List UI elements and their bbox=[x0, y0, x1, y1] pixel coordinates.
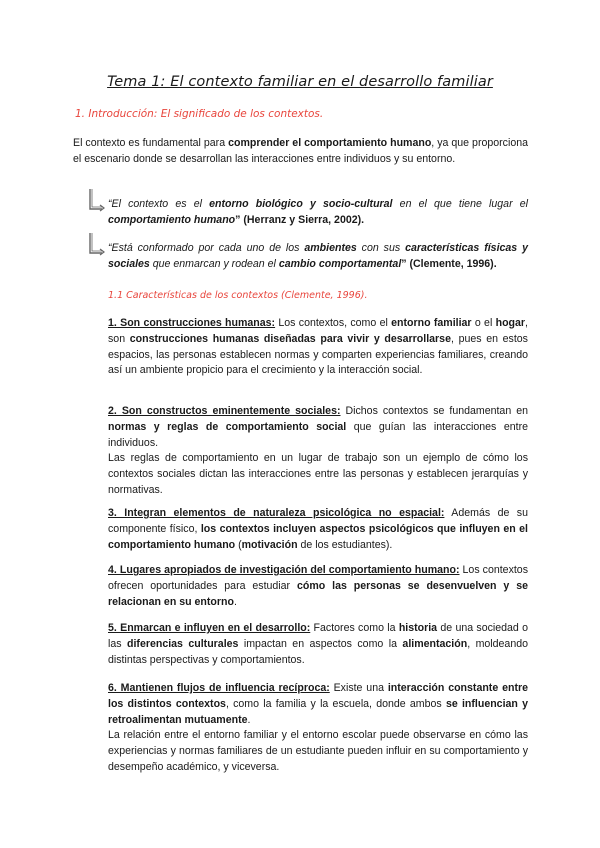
characteristic-item-5: 5. Enmarcan e influyen en el desarrollo: Factores como la historia de una sociedad o las diferencias culturales impactan en aspectos como la alimentación, moldeando distintas perspectivas y comportamientos. bbox=[108, 622, 529, 666]
characteristic-item-1: 1. Son construcciones humanas: Los contextos, como el entorno familiar o el hogar, son construcciones humanas diseñadas para vivir y desarrollarse, pues en estos espacios, las personas establecen normas y comparten experiencias familiares, creando así un ambiente propicio para el crecimiento y la interacción social. bbox=[108, 317, 528, 377]
quote-block-1 bbox=[88, 188, 528, 224]
characteristic-item-2: 2. Son constructos eminentemente sociales: Dichos contextos se fundamentan en normas y reglas de comportamiento social que guían las interacciones entre individuos. Las reglas de comportamiento en un lugar de trabajo son un ejemplo de cómo los contextos sociales dictan las interacciones entre las personas y establecen jerarquías y normativas. bbox=[108, 405, 528, 496]
characteristic-item-3: 3. Integran elementos de naturaleza psicológica no espacial: Además de su componente físico, los contextos incluyen aspectos psicológicos que influyen en el comportamiento humano (motivación de los estudiantes). bbox=[108, 507, 528, 551]
characteristic-item-6: 6. Mantienen flujos de influencia recíproca: Existe una interacción constante entre los distintos contextos, como la familia y la escuela, donde ambos se influencian y retroalimentan mutuamente. La relación entre el entorno familiar y el entorno escolar puede observarse en cómo las experiencias y normas familiares de un estudiante pueden influir en su comportamiento y desempeño académico, y viceversa. bbox=[108, 682, 528, 773]
corner-arrow-icon bbox=[88, 232, 106, 258]
section-heading-characteristics: 1.1 Características de los contextos (Clemente, 1996). bbox=[108, 290, 368, 301]
quote-text-1: “El contexto es el entorno biológico y socio-cultural en el que tiene lugar el comportamiento humano” (Herranz y Sierra, 2002). bbox=[108, 198, 529, 226]
characteristic-item-4: 4. Lugares apropiados de investigación del comportamiento humano: Los contextos ofrecen oportunidades para estudiar cómo las personas se desenvuelven y se relacionan en su entorno. bbox=[108, 564, 528, 608]
quote-text-2: “Está conformado por cada uno de los ambientes con sus características físicas y sociales que enmarcan y rodean el cambio comportamental” (Clemente, 1996). bbox=[108, 242, 528, 270]
page-title: Tema 1: El contexto familiar en el desarrollo familiar bbox=[107, 74, 493, 90]
section-heading-intro: 1. Introducción: El significado de los contextos. bbox=[75, 108, 324, 120]
quote-block-2 bbox=[88, 232, 528, 268]
intro-paragraph: El contexto es fundamental para comprender el comportamiento humano, ya que proporciona el escenario donde se desarrollan las interacciones entre individuos y su entorno. bbox=[73, 137, 529, 165]
corner-arrow-icon bbox=[88, 188, 106, 214]
